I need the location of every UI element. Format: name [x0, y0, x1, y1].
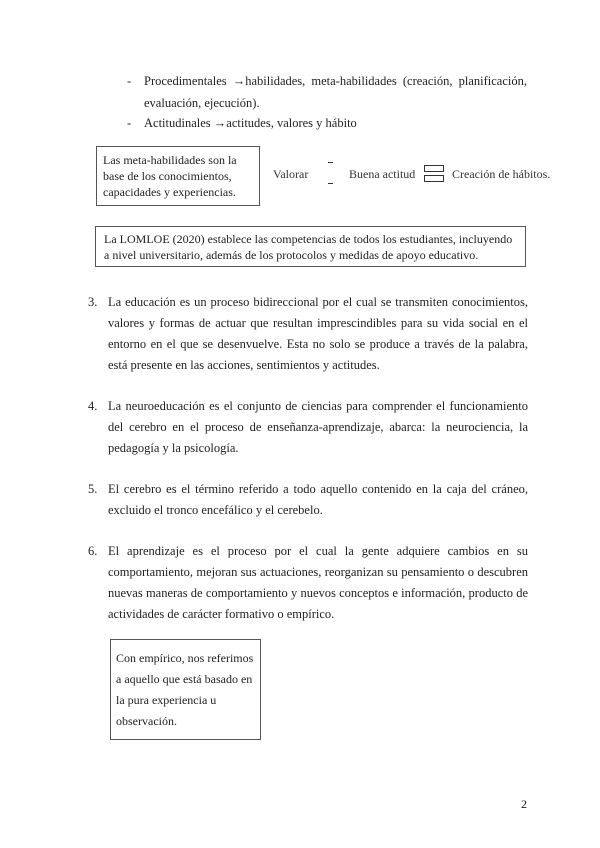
- diagram-double-box-bottom: [424, 175, 444, 182]
- bullet-text: Actitudinales →actitudes, valores y hábito: [144, 116, 357, 130]
- empirico-box: [110, 639, 261, 740]
- diagram-creacion-habitos: Creación de hábitos.: [452, 167, 551, 181]
- page-number: 2: [521, 797, 527, 811]
- meta-habilidades-text: Las meta-habilidades son la base de los conocimientos, capacidades y experiencias.: [103, 153, 237, 199]
- bullet-dash: -: [127, 74, 132, 88]
- diagram-dash-top: [328, 162, 333, 163]
- diagram-valorar: Valorar: [273, 167, 309, 181]
- list-item-5: [88, 479, 528, 521]
- diagram-dash-bottom: [328, 183, 333, 184]
- list-item-4: [88, 396, 528, 459]
- list-item-6: [88, 541, 528, 625]
- lomloe-box: [95, 226, 526, 267]
- item-text: El cerebro es el término referido a todo aquello contenido en la caja del cráneo, excluido el tronco encefálico y el cerebelo.: [108, 482, 528, 517]
- diagram-buena-actitud: Buena actitud: [349, 167, 416, 181]
- empirico-text: Con empírico, nos referimos a aquello que está basado en la pura experiencia u observación.: [116, 651, 254, 728]
- item-number: 4.: [88, 399, 98, 413]
- bullet-procedimentales: [127, 70, 527, 114]
- lomloe-text: La LOMLOE (2020) establece las competencias de todos los estudiantes, incluyendo a nivel universitario, además de los protocolos y medidas de apoyo educativo.: [104, 232, 513, 262]
- list-item-3: [88, 292, 528, 376]
- bullet-text: Procedimentales →habilidades, meta-habilidades (creación, planificación, evaluación, ejecución).: [144, 74, 527, 110]
- meta-habilidades-box: [96, 146, 260, 206]
- item-number: 5.: [88, 482, 98, 496]
- diagram-double-box-top: [424, 165, 444, 172]
- item-text: El aprendizaje es el proceso por el cual la gente adquiere cambios en su comportamiento, mejoran sus actuaciones, reorganizan su pensamiento o descubren nuevas maneras de comportamiento y nuevos conceptos e información, producto de actividades de carácter formativo o empírico.: [108, 544, 528, 621]
- bullet-dash: -: [127, 116, 132, 130]
- item-text: La educación es un proceso bidireccional por el cual se transmiten conocimientos, valores y formas de actuar que resultan imprescindibles para su vida social en el entorno en el que se desenvuelve. Esta no solo se produce a través de la palabra, está presente en las acciones, sentimientos y actitudes.: [108, 295, 528, 372]
- bullet-actitudinales: [127, 112, 527, 134]
- item-number: 6.: [88, 544, 98, 558]
- item-number: 3.: [88, 295, 98, 309]
- item-text: La neuroeducación es el conjunto de ciencias para comprender el funcionamiento del cerebro en el proceso de enseñanza-aprendizaje, abarca: la neurociencia, la pedagogía y la psicología.: [108, 399, 528, 455]
